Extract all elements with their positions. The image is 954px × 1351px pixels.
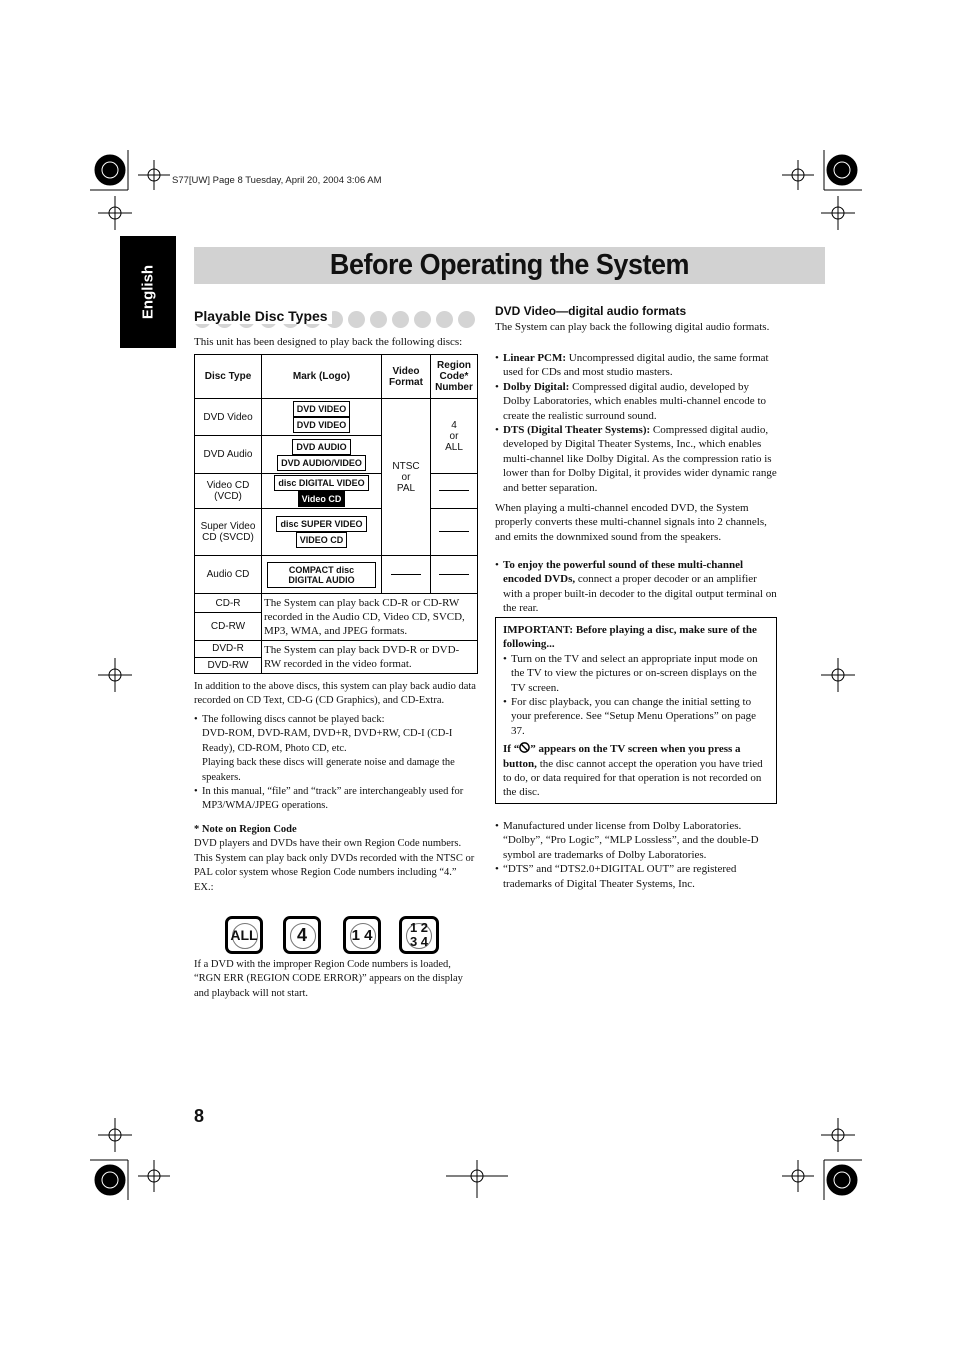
video-format-cell: NTSC or PAL: [382, 399, 431, 556]
list-item: • “DTS” and “DTS2.0+DIGITAL OUT” are registered trademarks of Digital Theater Systems, Inc.: [495, 862, 777, 891]
dvd-audio-intro: The System can play back the following digital audio formats.: [495, 321, 770, 333]
list-item: • Dolby Digital: Compressed digital audio, developed by Dolby Laboratories, which enables multi-channel encode to create the realistic surround sound.: [495, 380, 777, 423]
region-cell: [431, 556, 478, 594]
svcd-disc-logo: disc SUPER VIDEO: [276, 516, 366, 532]
region-badge-4: 4: [283, 916, 321, 954]
region-note-text: DVD players and DVDs have their own Region Code numbers. This System can play back only DVDs recorded with the NTSC or PAL color system whose Region Code numbers including “4.”: [194, 838, 475, 879]
region-badge-1-4: 1 4: [343, 916, 381, 954]
vcd-disc-logo: disc DIGITAL VIDEO: [274, 475, 368, 491]
row-type: Audio CD: [195, 556, 262, 594]
section-heading-playable: [194, 308, 476, 330]
th-region: Region Code* Number: [431, 355, 478, 399]
row-type: CD-R: [195, 594, 262, 613]
dvd-audio-logo: DVD AUDIO: [292, 439, 350, 455]
video-format-cell: [382, 556, 431, 594]
list-item: • In this manual, “file” and “track” are interchangeably used for MP3/WMA/JPEG operations.: [194, 785, 479, 814]
list-item: • Manufactured under license from Dolby Laboratories. “Dolby”, “Pro Logic”, “MLP Lossless”, and the double-D symbol are trademarks of Dolby Laboratories.: [495, 819, 777, 862]
row-logos: [262, 556, 382, 594]
region-improper: If a DVD with the improper Region Code numbers is loaded, “RGN ERR (REGION CODE ERROR)” appears on the display and playback will not start.: [194, 959, 463, 999]
row-logos: [262, 436, 382, 474]
page-title: Before Operating the System: [329, 249, 690, 281]
page-number: 8: [194, 1106, 205, 1126]
row-type: DVD Video: [195, 399, 262, 436]
after-table-text: In addition to the above discs, this system can play back audio data recorded on CD Text, CD-G (CD Graphics), and CD-Extra.: [194, 681, 476, 707]
row-type: Super Video CD (SVCD): [195, 509, 262, 556]
row-type: DVD-R: [195, 641, 262, 658]
format-list: [495, 351, 777, 495]
disc-table: [194, 354, 478, 674]
dvd-audio-video-logo: DVD AUDIO/VIDEO: [277, 455, 366, 471]
trademark-list: [495, 819, 777, 891]
multichannel-text: When playing a multi-channel encoded DVD, the System properly converts these multi-channel signals into 2 channels, and emits the downmixed sound from the speakers.: [495, 502, 767, 543]
region-badge-all: ALL: [225, 916, 263, 954]
cd-desc: The System can play back CD-R or CD-RW recorded in the Audio CD, Video CD, SVCD, MP3, WMA, and JPEG formats.: [262, 594, 478, 641]
row-type: DVD Audio: [195, 436, 262, 474]
list-item: • Turn on the TV and select an appropriate input mode on the TV to view the pictures or on-screen displays on the TV screen.: [503, 652, 769, 695]
region-note: [194, 823, 479, 895]
video-cd-logo: Video CD: [298, 491, 346, 507]
svcd-video-cd-logo: VIDEO CD: [296, 532, 348, 548]
row-type: Video CD (VCD): [195, 474, 262, 509]
row-logos: [262, 399, 382, 436]
prohibited-icon: [519, 742, 530, 753]
region-cell: [431, 474, 478, 509]
row-logos: [262, 509, 382, 556]
list-item: • To enjoy the powerful sound of these multi-channel encoded DVDs, connect a proper decoder or an amplifier with a proper built-in decoder to the digital output terminal on the rear.: [495, 558, 777, 616]
language-tab: [120, 236, 176, 348]
dvd-video-logo: DVD VIDEO: [293, 417, 351, 433]
region-cell: [431, 509, 478, 556]
dvd-desc: The System can play back DVD-R or DVD-RW recorded in the video format.: [262, 641, 478, 674]
playable-bullets: [194, 713, 479, 814]
enjoy-list: [495, 558, 777, 616]
region-note-heading: * Note on Region Code: [194, 824, 297, 835]
region-badge-1234: 1 2 3 4: [399, 916, 439, 954]
th-video-format: Video Format: [382, 355, 431, 399]
region-cell: 4 or ALL: [431, 399, 478, 474]
region-note-ex: EX.:: [194, 881, 214, 893]
invalid-op-note: If “ ” appears on the TV screen when you press a button, the disc cannot accept the operation you have tried to do, or data required for that operation is not recorded on the disc.: [503, 743, 763, 799]
dvd-audio-heading: DVD Video—digital audio formats: [495, 304, 687, 318]
important-box: [495, 617, 777, 804]
row-logos: [262, 474, 382, 509]
playable-intro: This unit has been designed to play back the following discs:: [194, 336, 463, 348]
th-disc-type: Disc Type: [195, 355, 262, 399]
row-type: CD-RW: [195, 613, 262, 641]
th-mark: Mark (Logo): [262, 355, 382, 399]
list-item: • Linear PCM: Uncompressed digital audio, the same format used for CDs and most studio masters.: [495, 351, 777, 380]
playable-heading: Playable Disc Types: [194, 308, 332, 324]
print-header: S77[UW] Page 8 Tuesday, April 20, 2004 3:06 AM: [172, 175, 382, 186]
list-item: • The following discs cannot be played back: DVD-ROM, DVD-RAM, DVD+R, DVD+RW, CD-I (CD-I Ready), CD-ROM, Photo CD, etc. Playing back these discs will generate noise and damage the speakers.: [194, 713, 479, 785]
important-heading: IMPORTANT: Before playing a disc, make sure of the following...: [503, 624, 757, 651]
dvd-video-logo: DVD VIDEO: [293, 401, 351, 417]
list-item: • For disc playback, you can change the initial setting to your preference. See “Setup Menu Operations” on page 37.: [503, 695, 769, 738]
row-type: DVD-RW: [195, 657, 262, 674]
list-item: • DTS (Digital Theater Systems): Compressed digital audio, developed by Digital Theater Systems, Inc., which enables multi-channel like Dolby Digital. As the compression ratio is lower than for Dolby Digital, it provides wider dynamic range and better separation.: [495, 423, 777, 495]
language-tab-label: English: [139, 264, 157, 320]
title-bar: [194, 247, 825, 284]
audio-cd-logo: COMPACT disc DIGITAL AUDIO: [267, 562, 376, 588]
